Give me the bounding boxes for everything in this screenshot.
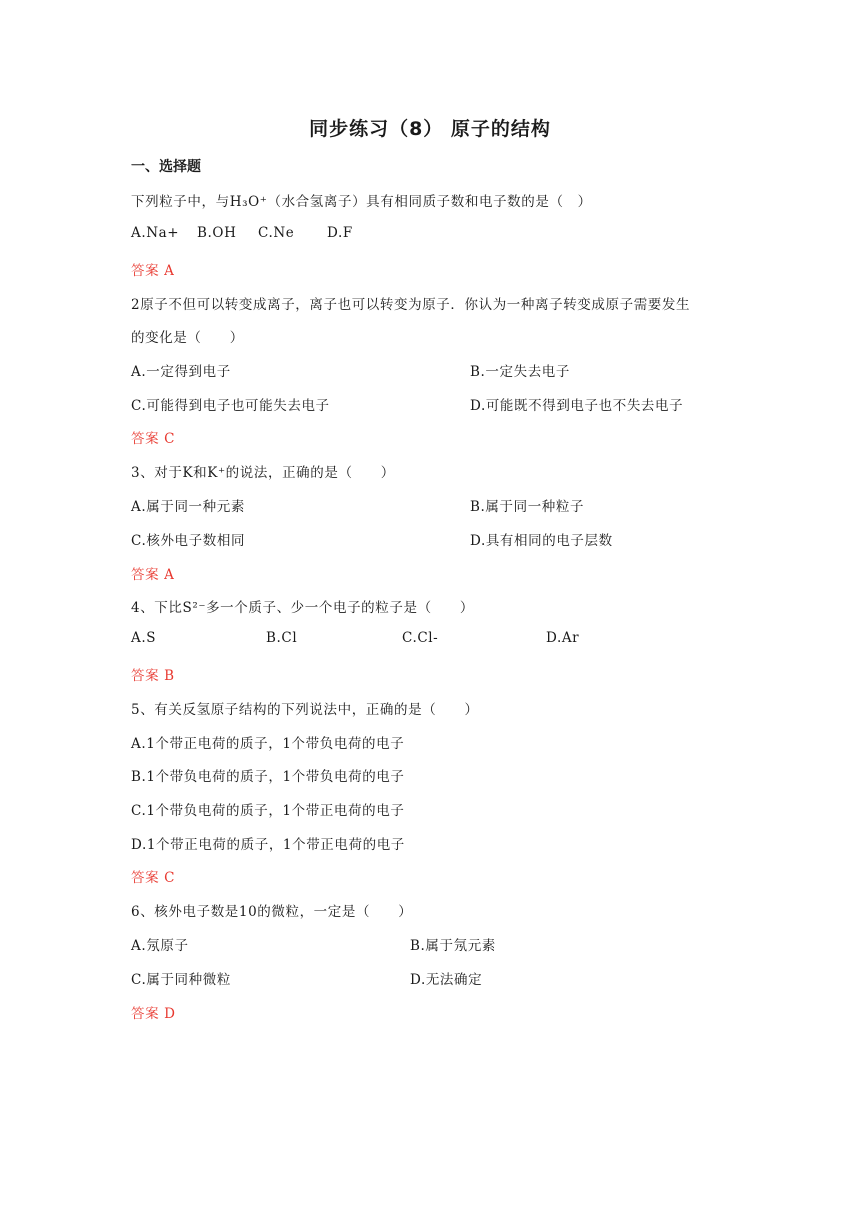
question-3-option-c: C.核外电子数相同 (131, 533, 246, 549)
question-2-option-d: D.可能既不得到电子也不失去电子 (470, 398, 684, 414)
question-2-stem-line-2: 的变化是（ ） (131, 330, 244, 346)
question-4-stem: 4、下比S²⁻多一个质子、少一个电子的粒子是（ ） (131, 600, 474, 616)
question-6-answer: 答案 D (131, 1006, 176, 1022)
question-1-stem: 下列粒子中，与H₃O⁺（水合氢离子）具有相同质子数和电子数的是（ ） (131, 194, 592, 210)
question-1-option-b: B.OH (197, 225, 237, 241)
question-4-option-c: C.Cl- (402, 630, 439, 646)
question-1-answer: 答案 A (131, 263, 175, 279)
section-heading: 一、选择题 (131, 159, 201, 175)
question-3-stem: 3、对于K和K⁺的说法，正确的是（ ） (131, 465, 395, 481)
question-6-option-d: D.无法确定 (410, 972, 483, 988)
question-5-option-b: B.1个带负电荷的质子，1个带负电荷的电子 (131, 769, 405, 785)
question-3-option-a: A.属于同一种元素 (131, 499, 245, 515)
question-2-option-c: C.可能得到电子也可能失去电子 (131, 398, 330, 414)
question-6-option-c: C.属于同种微粒 (131, 972, 231, 988)
question-1-option-c: C.Ne (258, 225, 295, 241)
question-1-option-d: D.F (327, 225, 353, 241)
question-5-option-c: C.1个带负电荷的质子，1个带正电荷的电子 (131, 803, 405, 819)
question-5-stem: 5、有关反氢原子结构的下列说法中，正确的是（ ） (131, 702, 479, 718)
question-4-option-d: D.Ar (546, 630, 580, 646)
page-title: 同步练习（8） 原子的结构 (309, 118, 551, 140)
question-6-option-b: B.属于氖元素 (410, 938, 496, 954)
question-3-option-b: B.属于同一种粒子 (470, 499, 585, 515)
question-1-option-a: A.Na+ (131, 225, 180, 241)
question-5-option-d: D.1个带正电荷的质子，1个带正电荷的电子 (131, 837, 405, 853)
question-5-answer: 答案 C (131, 870, 176, 886)
question-3-answer: 答案 A (131, 567, 175, 583)
question-6-stem: 6、核外电子数是10的微粒，一定是（ ） (131, 904, 413, 920)
question-2-option-a: A.一定得到电子 (131, 364, 231, 380)
question-2-option-b: B.一定失去电子 (470, 364, 571, 380)
question-6-option-a: A.氖原子 (131, 938, 189, 954)
question-2-stem-line-1: 2原子不但可以转变成离子，离子也可以转变为原子．你认为一种离子转变成原子需要发生 (131, 297, 691, 313)
question-5-option-a: A.1个带正电荷的质子，1个带负电荷的电子 (131, 736, 405, 752)
question-3-option-d: D.具有相同的电子层数 (470, 533, 613, 549)
question-4-option-b: B.Cl (266, 630, 298, 646)
question-4-option-a: A.S (131, 630, 157, 646)
question-4-answer: 答案 B (131, 668, 175, 684)
question-2-answer: 答案 C (131, 431, 176, 447)
